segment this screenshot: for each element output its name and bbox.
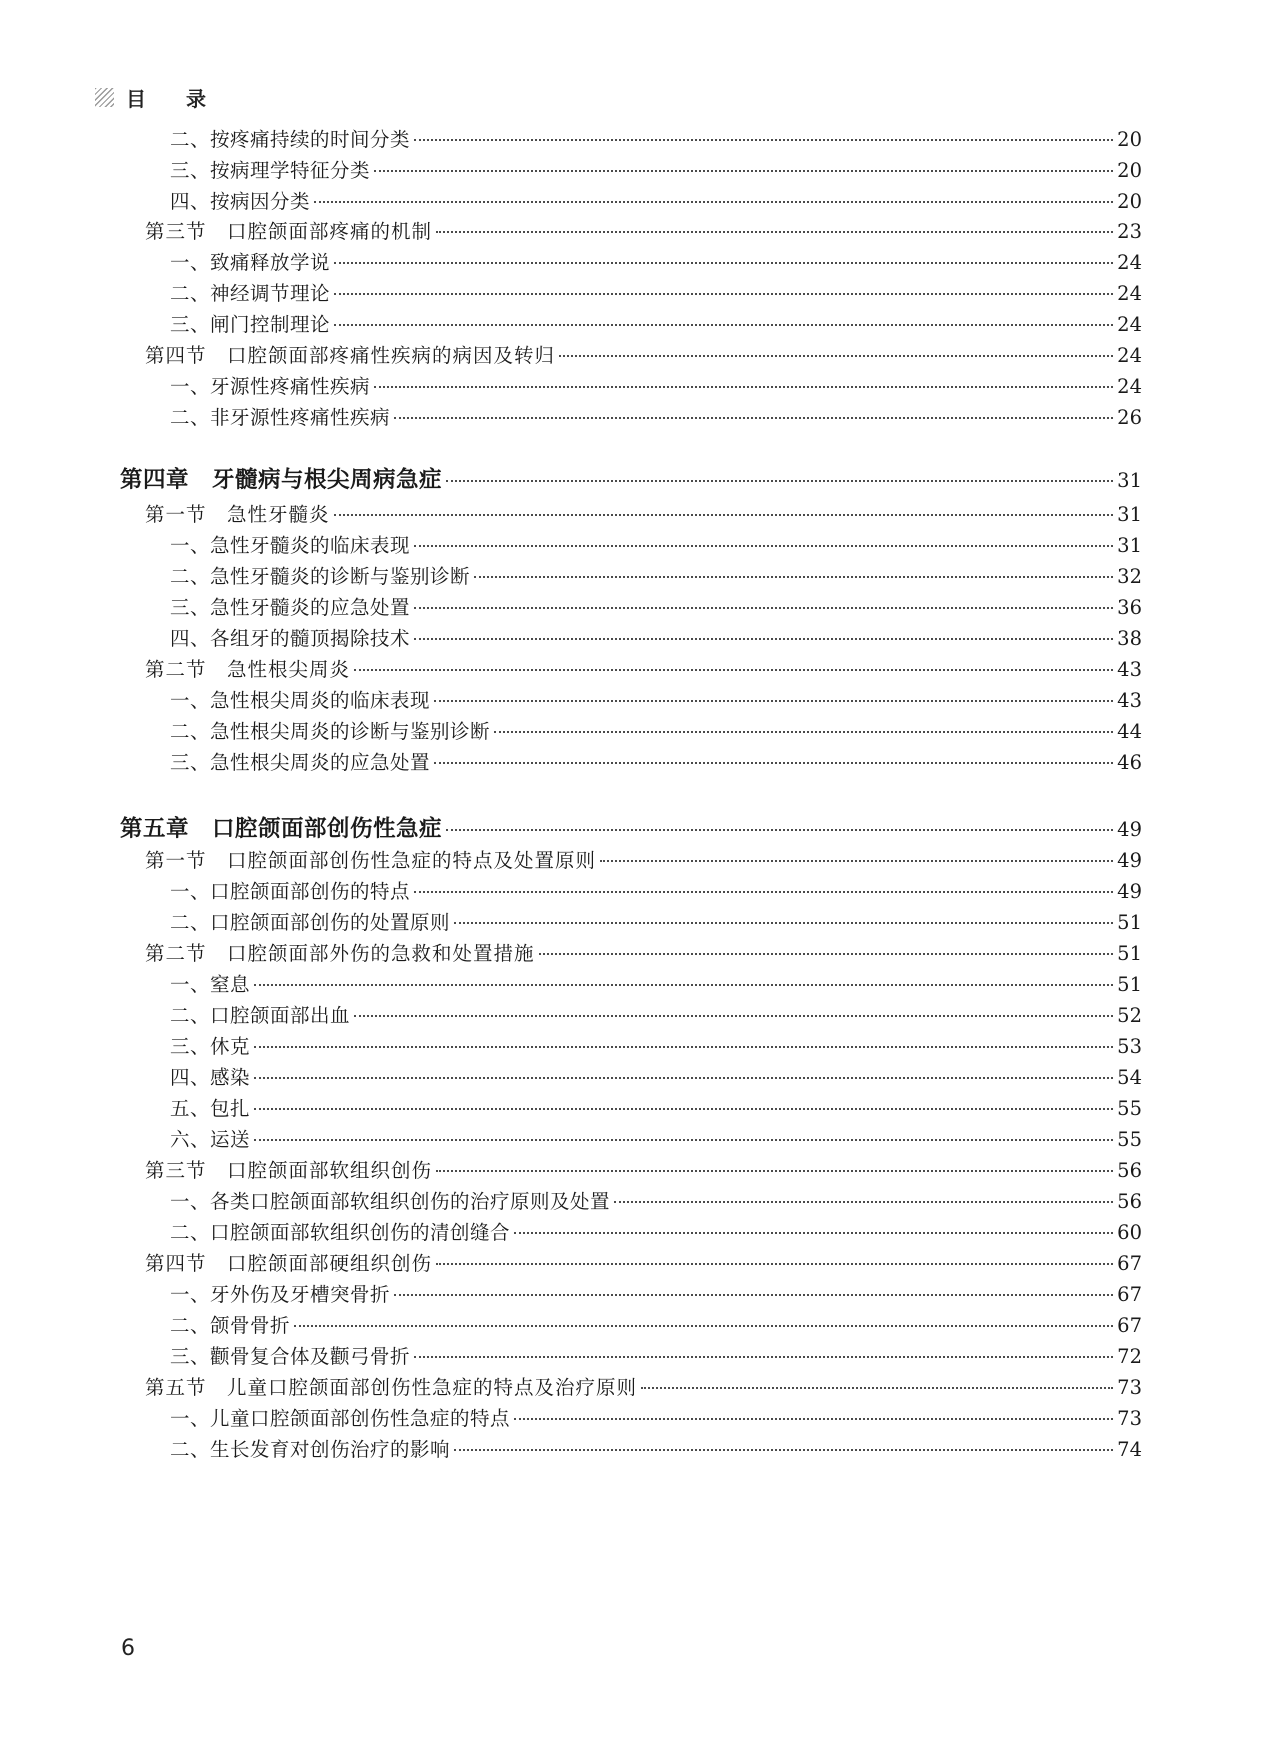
dot-leader <box>559 355 1113 357</box>
toc-item-entry[interactable] <box>170 747 1142 777</box>
toc-entry-page: 20 <box>1117 159 1142 182</box>
toc-entry-title: 一、窒息 <box>170 973 251 996</box>
toc-entry-title: 第五章 口腔颌面部创伤性急症 <box>120 816 443 842</box>
toc-item-entry[interactable] <box>170 1403 1142 1433</box>
toc-chapter-entry[interactable] <box>120 811 1142 845</box>
toc-entry-title: 第三节 口腔颌面部疼痛的机制 <box>145 220 433 243</box>
toc-item-entry[interactable] <box>170 592 1142 622</box>
dot-leader <box>314 201 1113 203</box>
dot-leader <box>254 984 1113 986</box>
toc-item-entry[interactable] <box>170 1062 1142 1092</box>
toc-entry-title: 第四节 口腔颌面部疼痛性疾病的病因及转归 <box>145 344 556 367</box>
toc-item-entry[interactable] <box>170 1279 1142 1309</box>
toc-entry-page: 56 <box>1117 1159 1142 1182</box>
toc-entry-title: 二、颌骨骨折 <box>170 1314 291 1337</box>
toc-section-entry[interactable] <box>145 216 1142 246</box>
toc-section-entry[interactable] <box>145 845 1142 875</box>
toc-entry-page: 74 <box>1117 1438 1142 1461</box>
toc-entry-page: 24 <box>1117 251 1142 274</box>
toc-entry-page: 20 <box>1117 128 1142 151</box>
toc-entry-page: 52 <box>1117 1004 1142 1027</box>
toc-entry-page: 31 <box>1117 503 1142 526</box>
dot-leader <box>414 1356 1113 1358</box>
toc-entry-title: 三、急性根尖周炎的应急处置 <box>170 751 431 774</box>
toc-entry-page: 23 <box>1117 220 1142 243</box>
toc-section-entry[interactable] <box>145 654 1142 684</box>
toc-entry-page: 49 <box>1117 818 1142 841</box>
dot-leader <box>414 139 1113 141</box>
toc-item-entry[interactable] <box>170 876 1142 906</box>
toc-entry-page: 44 <box>1117 720 1142 743</box>
toc-entry-page: 55 <box>1117 1128 1142 1151</box>
toc-entry-title: 一、致痛释放学说 <box>170 251 331 274</box>
toc-entry-page: 20 <box>1117 190 1142 213</box>
dot-leader <box>354 1015 1113 1017</box>
toc-item-entry[interactable] <box>170 402 1142 432</box>
dot-leader <box>374 386 1113 388</box>
toc-entry-title: 一、儿童口腔颌面部创伤性急症的特点 <box>170 1407 511 1430</box>
dot-leader <box>394 417 1113 419</box>
dot-leader <box>434 700 1113 702</box>
toc-entry-page: 43 <box>1117 689 1142 712</box>
toc-entry-title: 一、牙外伤及牙槽突骨折 <box>170 1283 391 1306</box>
toc-entry-title: 二、急性根尖周炎的诊断与鉴别诊断 <box>170 720 491 743</box>
dot-leader <box>334 293 1113 295</box>
toc-entry-page: 73 <box>1117 1407 1142 1430</box>
toc-item-entry[interactable] <box>170 623 1142 653</box>
toc-entry-page: 32 <box>1117 565 1142 588</box>
toc-entry-title: 一、急性根尖周炎的临床表现 <box>170 689 431 712</box>
dot-leader <box>454 1449 1113 1451</box>
header-title: 目录 <box>126 86 246 111</box>
dot-leader <box>436 1170 1113 1172</box>
toc-item-entry[interactable] <box>170 124 1142 154</box>
toc-entry-page: 54 <box>1117 1066 1142 1089</box>
dot-leader <box>334 324 1113 326</box>
dot-leader <box>539 953 1114 955</box>
toc-entry-title: 第一节 急性牙髓炎 <box>145 503 330 526</box>
toc-item-entry[interactable] <box>170 716 1142 746</box>
dot-leader <box>514 1232 1113 1234</box>
toc-entry-page: 51 <box>1117 973 1142 996</box>
toc-entry-page: 51 <box>1117 911 1142 934</box>
toc-entry-title: 一、牙源性疼痛性疾病 <box>170 375 371 398</box>
toc-chapter-entry[interactable] <box>120 462 1142 496</box>
toc-entry-page: 67 <box>1117 1252 1142 1275</box>
toc-item-entry[interactable] <box>170 1217 1142 1247</box>
dot-leader <box>254 1046 1113 1048</box>
toc-entry-page: 31 <box>1117 534 1142 557</box>
toc-entry-title: 六、运送 <box>170 1128 251 1151</box>
toc-item-entry[interactable] <box>170 530 1142 560</box>
toc-entry-page: 60 <box>1117 1221 1142 1244</box>
dot-leader <box>446 480 1113 482</box>
toc-item-entry[interactable] <box>170 969 1142 999</box>
toc-item-entry[interactable] <box>170 247 1142 277</box>
toc-item-entry[interactable] <box>170 685 1142 715</box>
dot-leader <box>436 1263 1113 1265</box>
toc-entry-page: 24 <box>1117 344 1142 367</box>
toc-entry-title: 二、口腔颌面部软组织创伤的清创缝合 <box>170 1221 511 1244</box>
toc-item-entry[interactable] <box>170 1341 1142 1371</box>
toc-item-entry[interactable] <box>170 907 1142 937</box>
toc-entry-page: 24 <box>1117 313 1142 336</box>
toc-entry-title: 第五节 儿童口腔颌面部创伤性急症的特点及治疗原则 <box>145 1376 638 1399</box>
dot-leader <box>600 860 1113 862</box>
page-number: 6 <box>121 1636 135 1661</box>
toc-entry-title: 三、按病理学特征分类 <box>170 159 371 182</box>
toc-entry-title: 第一节 口腔颌面部创伤性急症的特点及处置原则 <box>145 849 597 872</box>
toc-entry-title: 三、急性牙髓炎的应急处置 <box>170 596 411 619</box>
dot-leader <box>254 1139 1113 1141</box>
toc-entry-page: 38 <box>1117 627 1142 650</box>
dot-leader <box>254 1077 1113 1079</box>
toc-item-entry[interactable] <box>170 1186 1142 1216</box>
toc-entry-page: 26 <box>1117 406 1142 429</box>
toc-entry-page: 31 <box>1117 469 1142 492</box>
dot-leader <box>454 922 1113 924</box>
toc-entry-page: 24 <box>1117 282 1142 305</box>
toc-section-entry[interactable] <box>145 499 1142 529</box>
toc-entry-title: 四、各组牙的髓顶揭除技术 <box>170 627 411 650</box>
toc-item-entry[interactable] <box>170 1093 1142 1123</box>
dot-leader <box>414 638 1113 640</box>
dot-leader <box>641 1387 1113 1389</box>
toc-entry-page: 43 <box>1117 658 1142 681</box>
dot-leader <box>514 1418 1113 1420</box>
toc-item-entry[interactable] <box>170 1434 1142 1464</box>
toc-entry-title: 二、口腔颌面部创伤的处置原则 <box>170 911 451 934</box>
toc-entry-title: 二、口腔颌面部出血 <box>170 1004 351 1027</box>
toc-entry-title: 第三节 口腔颌面部软组织创伤 <box>145 1159 433 1182</box>
hatch-decoration-icon <box>95 88 114 107</box>
toc-entry-title: 四、感染 <box>170 1066 251 1089</box>
toc-item-entry[interactable] <box>170 1000 1142 1030</box>
toc-section-entry[interactable] <box>145 1248 1142 1278</box>
toc-entry-title: 二、非牙源性疼痛性疾病 <box>170 406 391 429</box>
dot-leader <box>614 1201 1113 1203</box>
toc-entry-page: 72 <box>1117 1345 1142 1368</box>
dot-leader <box>354 669 1113 671</box>
toc-entry-title: 第四节 口腔颌面部硬组织创伤 <box>145 1252 433 1275</box>
toc-entry-page: 53 <box>1117 1035 1142 1058</box>
toc-item-entry[interactable] <box>170 155 1142 185</box>
dot-leader <box>294 1325 1113 1327</box>
toc-entry-title: 二、按疼痛持续的时间分类 <box>170 128 411 151</box>
toc-section-entry[interactable] <box>145 1372 1142 1402</box>
dot-leader <box>446 829 1113 831</box>
running-header <box>95 86 246 111</box>
toc-item-entry[interactable] <box>170 1031 1142 1061</box>
toc-section-entry[interactable] <box>145 340 1142 370</box>
toc-entry-title: 一、各类口腔颌面部软组织创伤的治疗原则及处置 <box>170 1190 611 1213</box>
toc-entry-title: 五、包扎 <box>170 1097 251 1120</box>
toc-entry-page: 73 <box>1117 1376 1142 1399</box>
dot-leader <box>436 231 1113 233</box>
toc-entry-title: 二、急性牙髓炎的诊断与鉴别诊断 <box>170 565 471 588</box>
toc-entry-page: 49 <box>1117 880 1142 903</box>
toc-item-entry[interactable] <box>170 278 1142 308</box>
toc-section-entry[interactable] <box>145 1155 1142 1185</box>
dot-leader <box>334 262 1113 264</box>
toc-entry-title: 二、神经调节理论 <box>170 282 331 305</box>
dot-leader <box>374 170 1113 172</box>
toc-entry-page: 24 <box>1117 375 1142 398</box>
toc-entry-page: 67 <box>1117 1283 1142 1306</box>
toc-entry-title: 第四章 牙髓病与根尖周病急症 <box>120 467 443 493</box>
dot-leader <box>334 514 1114 516</box>
dot-leader <box>474 576 1113 578</box>
toc-entry-title: 三、休克 <box>170 1035 251 1058</box>
toc-entry-title: 二、生长发育对创伤治疗的影响 <box>170 1438 451 1461</box>
dot-leader <box>254 1108 1113 1110</box>
toc-item-entry[interactable] <box>170 1124 1142 1154</box>
dot-leader <box>414 891 1113 893</box>
toc-entry-page: 51 <box>1117 942 1142 965</box>
toc-entry-title: 第二节 急性根尖周炎 <box>145 658 351 681</box>
dot-leader <box>414 545 1113 547</box>
toc-item-entry[interactable] <box>170 561 1142 591</box>
toc-entry-title: 一、急性牙髓炎的临床表现 <box>170 534 411 557</box>
toc-entry-page: 56 <box>1117 1190 1142 1213</box>
dot-leader <box>394 1294 1113 1296</box>
toc-entry-page: 55 <box>1117 1097 1142 1120</box>
dot-leader <box>494 731 1113 733</box>
toc-entry-title: 第二节 口腔颌面部外伤的急救和处置措施 <box>145 942 535 965</box>
toc-entry-page: 36 <box>1117 596 1142 619</box>
toc-entry-title: 四、按病因分类 <box>170 190 311 213</box>
toc-entry-page: 46 <box>1117 751 1142 774</box>
toc-entry-page: 67 <box>1117 1314 1142 1337</box>
dot-leader <box>434 762 1113 764</box>
toc-entry-title: 一、口腔颌面部创伤的特点 <box>170 880 411 903</box>
toc-item-entry[interactable] <box>170 186 1142 216</box>
toc-item-entry[interactable] <box>170 309 1142 339</box>
toc-entry-title: 三、闸门控制理论 <box>170 313 331 336</box>
toc-entry-page: 49 <box>1117 849 1142 872</box>
toc-section-entry[interactable] <box>145 938 1142 968</box>
toc-entry-title: 三、颧骨复合体及颧弓骨折 <box>170 1345 411 1368</box>
toc-item-entry[interactable] <box>170 371 1142 401</box>
dot-leader <box>414 607 1113 609</box>
toc-item-entry[interactable] <box>170 1310 1142 1340</box>
